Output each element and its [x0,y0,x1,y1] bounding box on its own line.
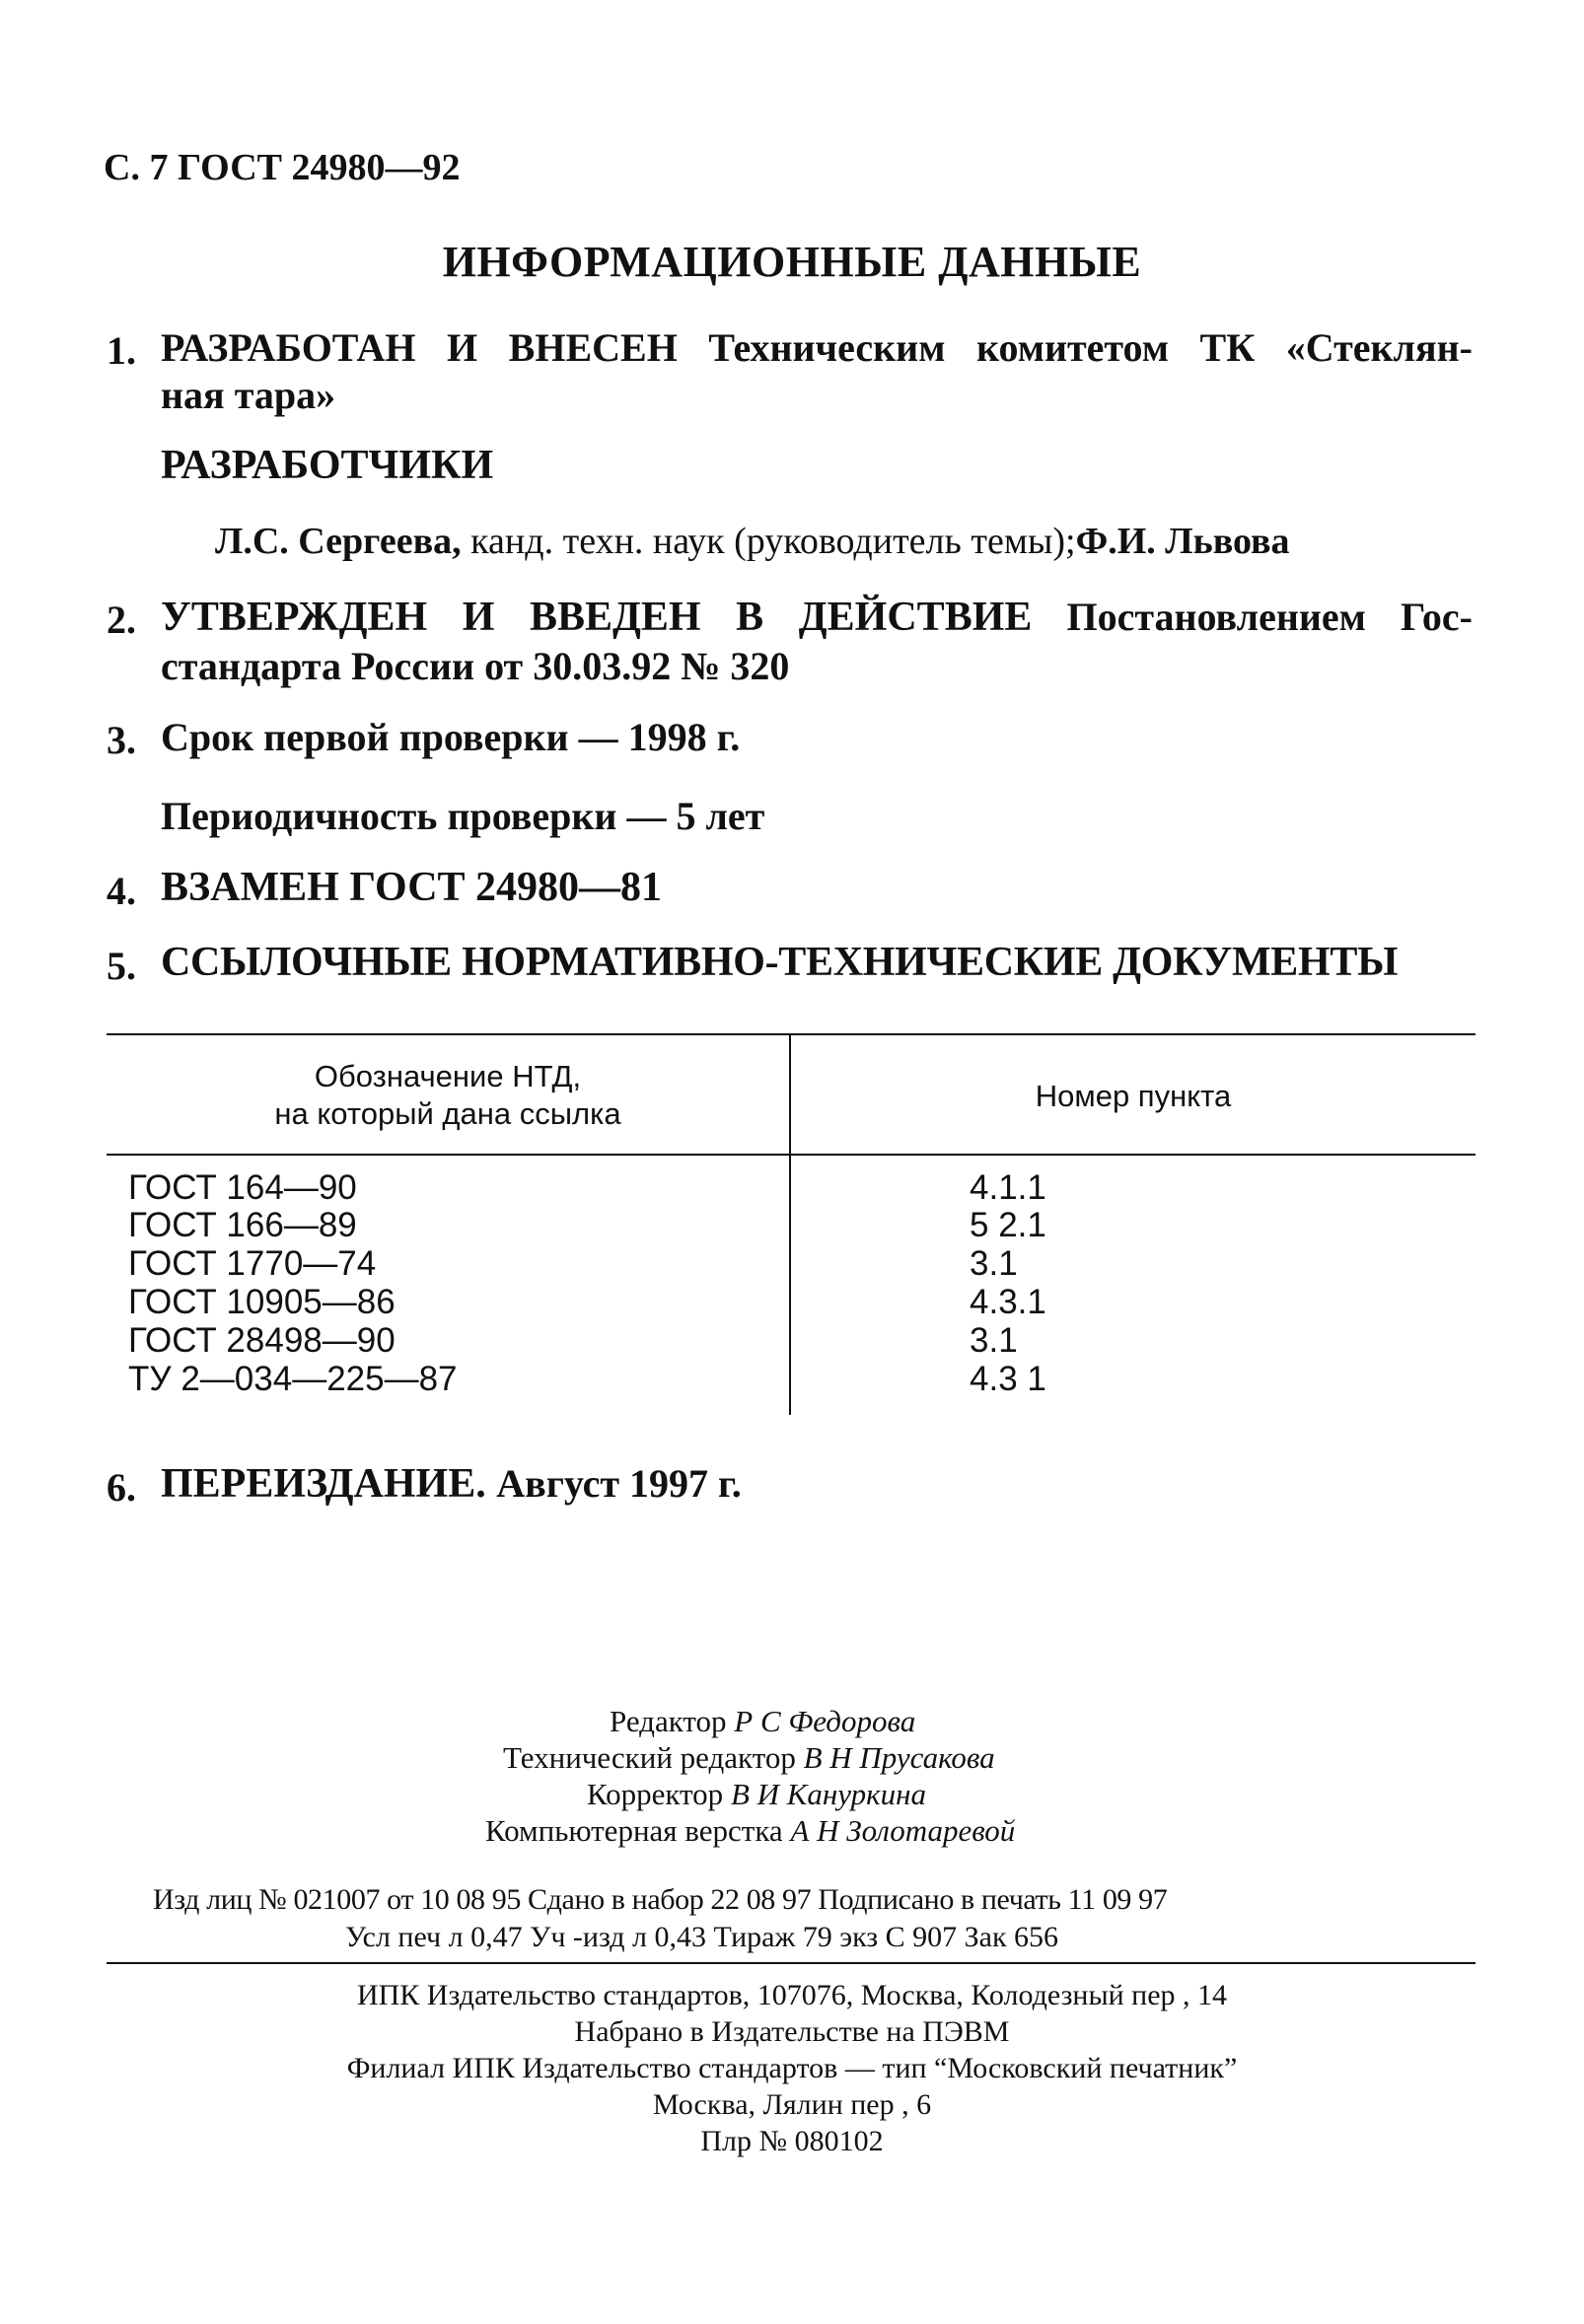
item-3-number: 3. [107,718,136,762]
developer-2-name: Ф.И. Львова [1075,521,1290,562]
imprint-line-3: Филиал ИПК Издательство стандартов — тип “Московский печатник” [346,2052,1238,2084]
print-info-line-1: Изд лиц № 021007 от 10 08 95 Сдано в набор 22 08 97 Подписано в печать 11 09 97 [153,1883,1168,1916]
table-row-5-clause: 3.1 [970,1321,1018,1360]
table-row-1-doc: ГОСТ 164—90 [128,1168,357,1207]
credit-corrector [587,1776,926,1812]
credit-tech-editor-name: В Н Прусакова [803,1740,995,1775]
item-1-lead: РАЗРАБОТАН И ВНЕСЕН [161,325,678,370]
table-header-rule [107,1154,1476,1156]
credit-layout-name: А Н Золотаревой [790,1813,1016,1848]
credit-tech-editor [503,1739,995,1776]
table-row-4-doc: ГОСТ 10905—86 [128,1283,396,1321]
item-4-number: 4. [107,869,136,913]
table-row-3-clause: 3.1 [970,1244,1018,1283]
developer-1-role: канд. техн. наук (руководитель темы); [470,521,1076,562]
developers-list [215,520,1290,563]
page-header: С. 7 ГОСТ 24980—92 [104,147,461,188]
item-1-line-2: ная тара» [161,373,336,417]
imprint-line-1: ИПК Издательство стандартов, 107076, Москва, Колодезный пер , 14 [356,1979,1228,2011]
table-row-3-doc: ГОСТ 1770—74 [128,1244,377,1283]
table-row-2-doc: ГОСТ 166—89 [128,1206,357,1244]
page-title: ИНФОРМАЦИОННЫЕ ДАННЫЕ [442,238,1142,286]
col-1-header [108,1058,787,1133]
table-row-4-clause: 4.3.1 [970,1283,1046,1321]
item-6-text: Август 1997 г. [496,1461,742,1506]
item-1-line-1 [161,323,1473,373]
item-3-line-2: Периодичность проверки — 5 лет [161,794,765,838]
table-row-6-clause: 4.3 1 [970,1360,1046,1398]
developers-heading: РАЗРАБОТЧИКИ [161,443,494,488]
credit-layout [485,1812,1015,1849]
imprint-line-5: Плр № 080102 [700,2125,884,2157]
table-row-5-doc: ГОСТ 28498—90 [128,1321,396,1360]
item-2-line-2: стандарта России от 30.03.92 № 320 [161,644,790,688]
imprint-line-4: Москва, Лялин пер , 6 [652,2088,932,2121]
item-2-lead: УТВЕРЖДЕН И ВВЕДЕН В ДЕЙСТВИЕ [161,595,1033,640]
item-2-line-1 [161,593,1473,642]
print-info-line-2: Усл печ л 0,47 Уч -изд л 0,43 Тираж 79 экз С 907 Зак 656 [345,1921,1059,1953]
item-1-text-1: Техническим комитетом ТК «Стеклян- [708,325,1474,370]
table-row-6-doc: ТУ 2—034—225—87 [128,1360,458,1398]
item-6-lead: ПЕРЕИЗДАНИЕ. [161,1461,486,1507]
imprint-line-2: Набрано в Издательстве на ПЭВМ [574,2015,1010,2048]
item-3-line-1: Срок первой проверки — 1998 г. [161,715,741,759]
table-row-1-clause: 4.1.1 [970,1168,1046,1207]
credit-tech-editor-role: Технический редактор [503,1740,796,1775]
item-1-number: 1. [107,328,136,373]
credit-corrector-role: Корректор [587,1777,724,1811]
col-1-header-line-2: на который дана ссылка [274,1096,621,1131]
col-1-header-line-1: Обозначение НТД, [314,1059,582,1093]
credit-layout-role: Компьютерная верстка [485,1813,783,1848]
imprint-rule [107,1962,1476,1964]
item-6-number: 6. [107,1465,136,1510]
table-row-2-clause: 5 2.1 [970,1206,1046,1244]
credit-corrector-name: В И Кануркина [730,1777,926,1811]
developer-1-name: Л.С. Сергеева, [215,521,462,562]
item-6-line [161,1460,742,1508]
item-5-text: ССЫЛОЧНЫЕ НОРМАТИВНО-ТЕХНИЧЕСКИЕ ДОКУМЕНТЫ [161,940,1399,985]
col-2-header: Номер пункта [1035,1079,1232,1113]
credit-editor-role: Редактор [610,1704,727,1738]
item-5-number: 5. [107,944,136,988]
item-2-number: 2. [107,598,136,642]
credit-editor-name: Р С Федорова [734,1704,916,1738]
table-top-rule [107,1033,1476,1035]
item-4-text: ВЗАМЕН ГОСТ 24980—81 [161,865,663,910]
credit-editor [610,1703,915,1739]
item-2-text-1: Постановлением Гос- [1066,595,1474,639]
